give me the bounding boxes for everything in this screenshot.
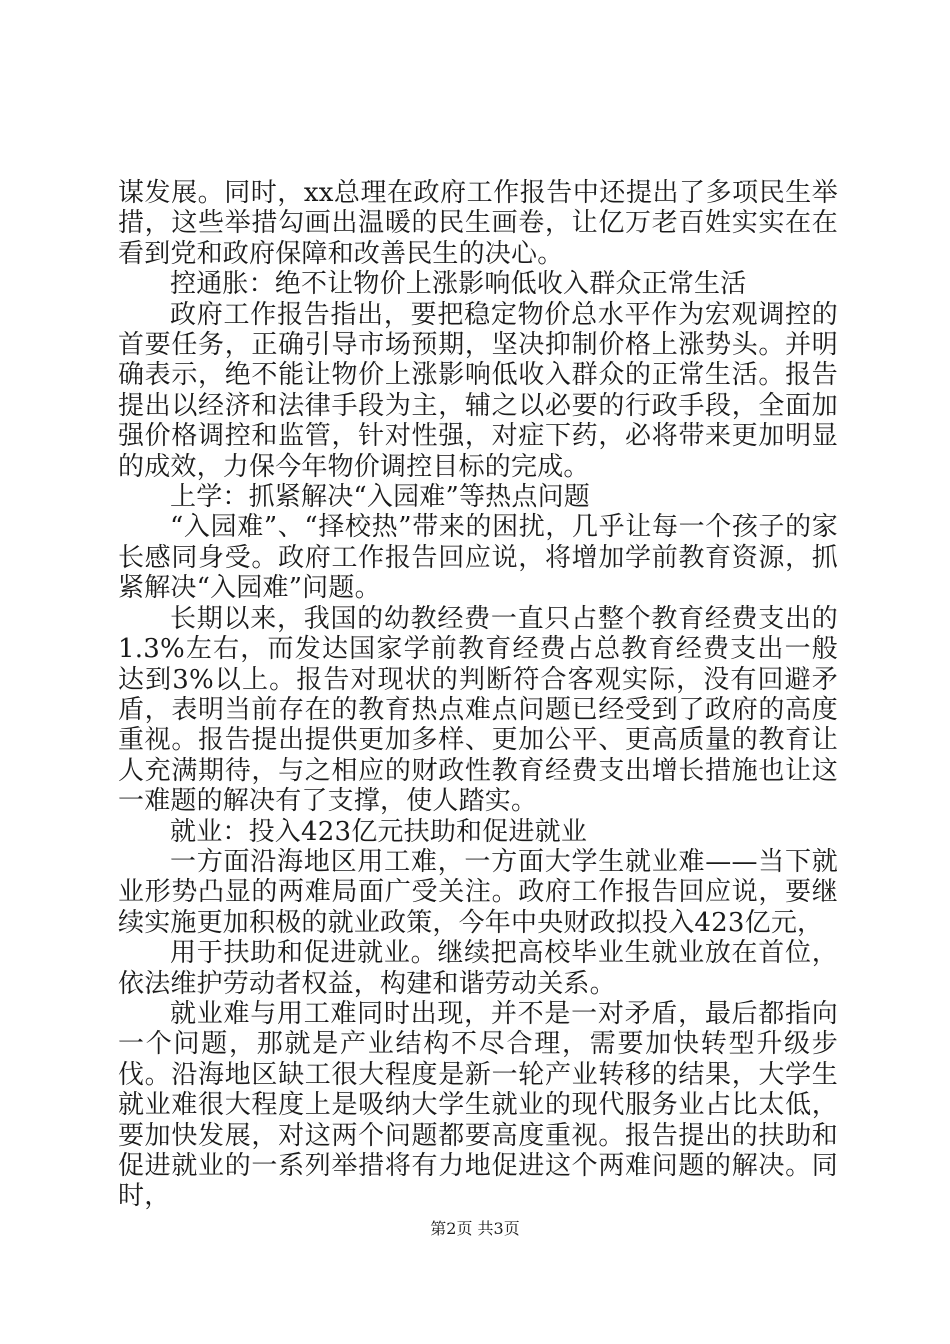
document-body	[118, 178, 838, 1212]
paragraph-inflation: 政府工作报告指出，要把稳定物价总水平作为宏观调控的首要任务，正确引导市场预期，坚决抑制价格上涨势头。并明确表示，绝不能让物价上涨影响低收入群众的正常生活。报告提出以经济和法律手段为主，辅之以必要的行政手段，全面加强价格调控和监管，针对性强，对症下药，必将带来更加明显的成效，力保今年物价调控目标的完成。	[118, 299, 838, 482]
paragraph-employment-1: 一方面沿海地区用工难，一方面大学生就业难——当下就业形势凸显的两难局面广受关注。政府工作报告回应说，要继续实施更加积极的就业政策，今年中央财政拟投入423亿元，	[118, 846, 838, 938]
paragraph-education-2: 长期以来，我国的幼教经费一直只占整个教育经费支出的1.3%左右，而发达国家学前教育经费占总教育经费支出一般达到3%以上。报告对现状的判断符合客观实际，没有回避矛盾，表明当前存在的教育热点难点问题已经受到了政府的高度重视。报告提出提供更加多样、更加公平、更高质量的教育让人充满期待，与之相应的财政性教育经费支出增长措施也让这一难题的解决有了支撑，使人踏实。	[118, 603, 838, 817]
heading-education: 上学：抓紧解决“入园难”等热点问题	[170, 482, 590, 513]
paragraph-education-1: “入园难”、“择校热”带来的困扰，几乎让每一个孩子的家长感同身受。政府工作报告回应说，将增加学前教育资源，抓紧解决“入园难”问题。	[118, 512, 838, 604]
paragraph-employment-2: 用于扶助和促进就业。继续把高校毕业生就业放在首位，依法维护劳动者权益，构建和谐劳动关系。	[118, 938, 838, 999]
page-footer: 第2页 共3页	[430, 1219, 520, 1238]
paragraph-1: 谋发展。同时，xx总理在政府工作报告中还提出了多项民生举措，这些举措勾画出温暖的民生画卷，让亿万老百姓实实在在看到党和政府保障和改善民生的决心。	[118, 178, 838, 269]
heading-employment: 就业：投入423亿元扶助和促进就业	[170, 816, 588, 847]
paragraph-employment-3: 就业难与用工难同时出现，并不是一对矛盾，最后都指向一个问题，那就是产业结构不尽合理，需要加快转型升级步伐。沿海地区缺工很大程度是新一轮产业转移的结果，大学生就业难很大程度上是吸纳大学生就业的现代服务业占比太低，要加快发展，对这两个问题都要高度重视。报告提出的扶助和促进就业的一系列举措将有力地促进这个两难问题的解决。同时，	[118, 998, 838, 1212]
heading-inflation: 控通胀：绝不让物价上涨影响低收入群众正常生活	[170, 269, 747, 300]
